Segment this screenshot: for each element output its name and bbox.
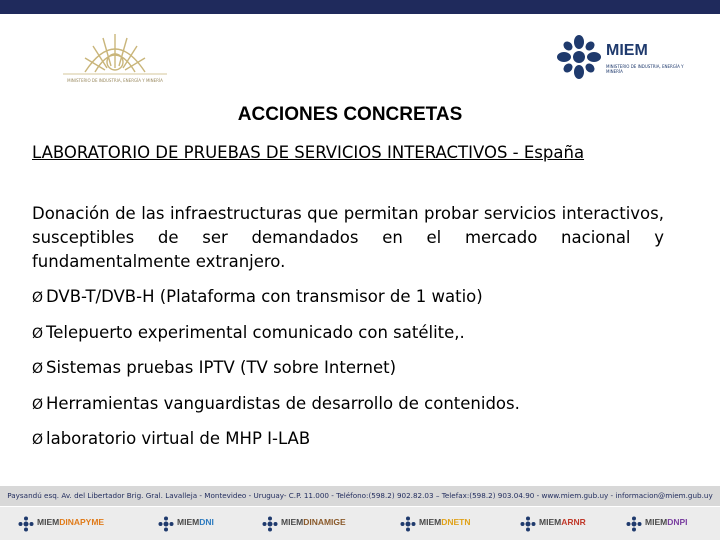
bullet-item — [32, 392, 682, 428]
brand-suffix: DINAPYME — [59, 517, 105, 527]
miem-emblem-icon — [262, 516, 278, 532]
brand-prefix: MIEM — [281, 517, 304, 527]
miem-logo — [556, 34, 696, 94]
miem-emblem-icon — [158, 516, 174, 532]
brand-suffix: DINAMIGE — [303, 517, 346, 527]
brand-suffix: ARNR — [561, 517, 586, 527]
arrow-bullet-icon: Ø — [32, 290, 44, 306]
bullet-text: Telepuerto experimental comunicado con satélite,. — [46, 322, 465, 342]
bullet-text: DVB-T/DVB-H (Plataforma con transmisor de 1 watio) — [46, 287, 483, 306]
bullet-text: Sistemas pruebas IPTV (TV sobre Internet) — [46, 358, 397, 377]
bullet-list — [32, 285, 682, 463]
miem-emblem-icon — [556, 34, 602, 80]
brand-prefix: MIEM — [37, 517, 60, 527]
bullet-item — [32, 321, 682, 357]
miem-logo-name: MIEM — [606, 42, 648, 59]
bullet-text: Herramientas vanguardistas de desarrollo de contenidos. — [46, 393, 520, 413]
arrow-bullet-icon: Ø — [32, 361, 44, 377]
brand-strip — [0, 507, 720, 540]
footer-bar — [0, 486, 720, 506]
miem-emblem-icon — [400, 516, 416, 532]
miem-emblem-icon — [520, 516, 536, 532]
brand-suffix: DNPI — [667, 517, 688, 527]
brand-suffix: DNI — [199, 517, 214, 527]
miem-emblem-icon — [626, 516, 642, 532]
bullet-item — [32, 427, 682, 463]
brand-suffix: DNETN — [441, 517, 471, 527]
miem-logo-caption: MINISTERIO DE INDUSTRIA, ENERGÍA Y MINERÍA — [606, 64, 684, 74]
arrow-bullet-icon: Ø — [32, 432, 44, 448]
bullet-item — [32, 285, 682, 321]
brand-prefix: MIEM — [419, 517, 442, 527]
bullet-text: laboratorio virtual de MHP I-LAB — [46, 429, 311, 448]
brand-prefix: MIEM — [645, 517, 668, 527]
bullet-item — [32, 356, 682, 392]
slide-subtitle: LABORATORIO DE PRUEBAS DE SERVICIOS INTERACTIVOS - España — [32, 143, 585, 162]
ministry-sun-logo — [55, 28, 175, 90]
arrow-bullet-icon: Ø — [32, 396, 44, 413]
slide-title: ACCIONES CONCRETAS — [237, 104, 463, 125]
miem-emblem-icon — [18, 516, 34, 532]
top-bar — [0, 0, 720, 14]
footer-address: Paysandú esq. Av. del Libertador Brig. Gral. Lavalleja - Montevideo - Uruguay- C.P. 11.000 - Teléfono:(598.2) 902.82.03 – Telefax:(598.2) 903.04.90 - www.miem.gub.uy - informacion@miem.gub.uy — [7, 491, 713, 500]
left-logo-caption: MINISTERIO DE INDUSTRIA, ENERGÍA Y MINERÍA — [67, 78, 163, 83]
brand-prefix: MIEM — [177, 517, 200, 527]
arrow-bullet-icon: Ø — [32, 325, 44, 342]
brand-prefix: MIEM — [539, 517, 562, 527]
slide-paragraph: Donación de las infraestructuras que permitan probar servicios interactivos, susceptibles de ser demandados en el mercado nacional y fundamentalmente extranjero. — [32, 204, 664, 271]
sun-emblem-icon — [55, 28, 175, 78]
